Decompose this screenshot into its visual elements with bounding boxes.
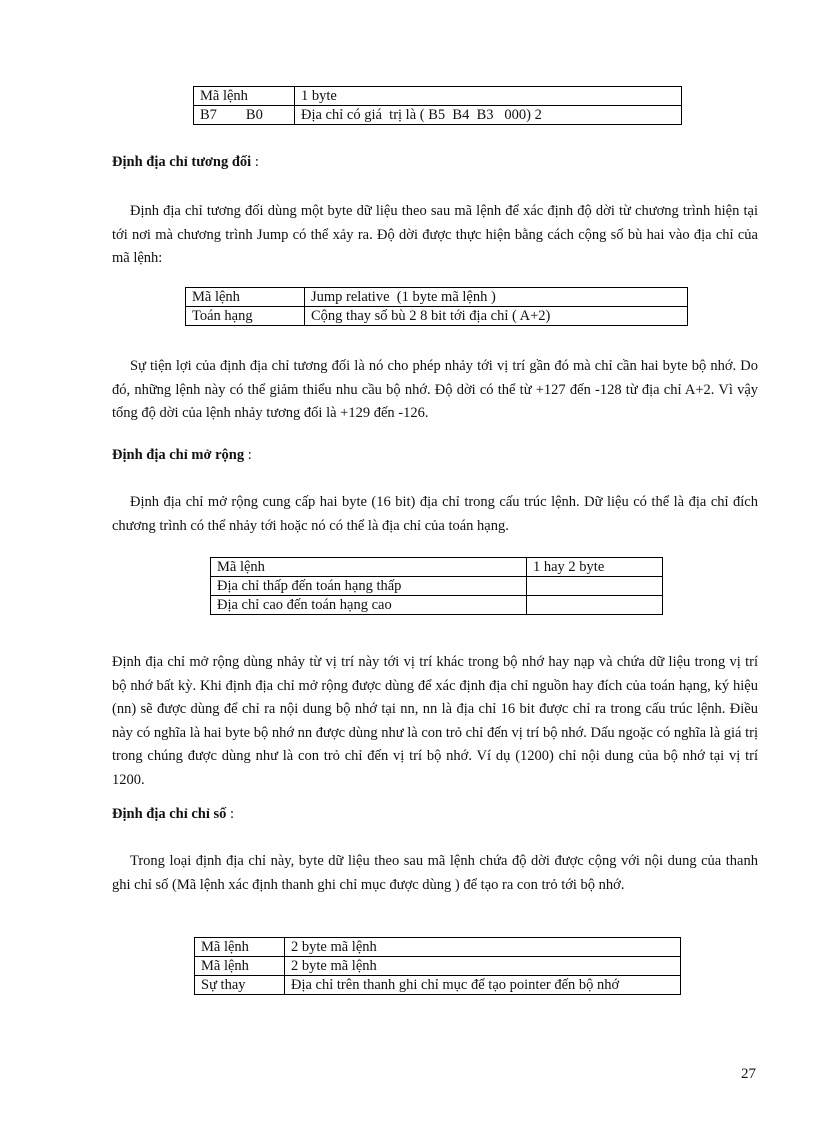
section-heading-relative [112,154,259,171]
table-cell: 1 byte [295,87,682,106]
heading-text: Định địa chỉ chỉ số [112,806,227,822]
table-cell: Sự thay [195,976,285,995]
heading-text: Định địa chỉ tương đối [112,154,252,170]
table-cell: Toán hạng [186,307,305,326]
heading-colon: : [226,806,235,822]
table-cell: Địa chỉ trên thanh ghi chỉ mục để tạo pointer đến bộ nhớ [285,976,681,995]
table-cell: Cộng thay số bù 2 8 bit tới địa chỉ ( A+2) [305,307,688,326]
table-indexed [194,937,681,995]
table-row [194,87,682,106]
table-cell: Mã lệnh [195,957,285,976]
table-row [195,976,681,995]
page-number: 27 [741,1066,756,1082]
table-cell: 2 byte mã lệnh [285,957,681,976]
table-row [186,307,688,326]
table-extended [210,557,663,615]
table-row [211,558,663,577]
table-cell: Địa chỉ cao đến toán hạng cao [211,596,527,615]
paragraph: Trong loại định địa chỉ này, byte dữ liệu theo sau mã lệnh chứa độ dời được cộng với nội dung của thanh ghi chỉ số (Mã lệnh xác định thanh ghi chỉ mục được dùng ) để tạo ra con trỏ tới bộ nhớ. [112,853,758,893]
table-row [186,288,688,307]
table-cell: Mã lệnh [186,288,305,307]
table-row [211,596,663,615]
table-cell [527,577,663,596]
table-cell: Mã lệnh [195,938,285,957]
heading-colon: : [244,447,252,463]
table-row [194,106,682,125]
paragraph: Định địa chỉ mở rộng dùng nhảy từ vị trí này tới vị trí khác trong bộ nhớ hay nạp và chứa dữ liệu trong vị trí bộ nhớ bất kỳ. Khi định địa chỉ mở rộng được dùng để xác định địa chỉ nguồn hay đích của toán hạng, ký hiệu (nn) sẽ được dùng để chỉ ra nội dung bộ nhớ tại nn, nn là địa chỉ 16 bit được chỉ ra trong cấu trúc lệnh. Điều này có nghĩa là hai byte bộ nhớ nn được dùng như là con trỏ chỉ đến vị trí bộ nhớ. Dấu ngoặc có nghĩa là giá trị trong chúng được dùng như là con trỏ chỉ đến vị trí bộ nhớ. Ví dụ (1200) chỉ nội dung của bộ nhớ tại vị trí 1200. [112,654,758,788]
paragraph: Định địa chỉ mở rộng cung cấp hai byte (16 bit) địa chỉ trong cấu trúc lệnh. Dữ liệu có thể là địa chỉ đích chương trình có thể nhảy tới hoặc nó có thể là địa chỉ của toán hạng. [112,494,758,534]
table-row [211,577,663,596]
table-cell [527,596,663,615]
table-relative [185,287,688,326]
table-cell: 1 hay 2 byte [527,558,663,577]
table-cell: Mã lệnh [211,558,527,577]
paragraph: Định địa chỉ tương đối dùng một byte dữ liệu theo sau mã lệnh để xác định độ dời từ chương trình hiện tại tới nơi mà chương trình Jump có thể xảy ra. Độ dời được thực hiện bằng cách cộng số bù hai vào địa chỉ của mã lệnh: [112,203,758,266]
table-opcode-bits [193,86,682,125]
table-cell: Địa chỉ thấp đến toán hạng thấp [211,577,527,596]
section-heading-extended [112,447,252,464]
table-cell: 2 byte mã lệnh [285,938,681,957]
table-cell: Jump relative (1 byte mã lệnh ) [305,288,688,307]
table-cell: Mã lệnh [194,87,295,106]
heading-text: Định địa chỉ mở rộng [112,447,245,463]
table-row [195,957,681,976]
table-row [195,938,681,957]
heading-colon: : [251,154,259,170]
paragraph: Sự tiện lợi của định địa chỉ tương đối là nó cho phép nhảy tới vị trí gần đó mà chỉ cần hai byte bộ nhớ. Do đó, những lệnh này có thể giảm thiểu nhu cầu bộ nhớ. Độ dời có thể từ +127 đến -128 từ địa chỉ A+2. Vì vậy tổng độ dời của lệnh nhảy tương đối là +129 đến -126. [112,358,758,421]
section-heading-indexed [112,806,234,823]
table-cell: Địa chỉ có giá trị là ( B5 B4 B3 000) 2 [295,106,682,125]
table-cell: B7 B0 [194,106,295,125]
